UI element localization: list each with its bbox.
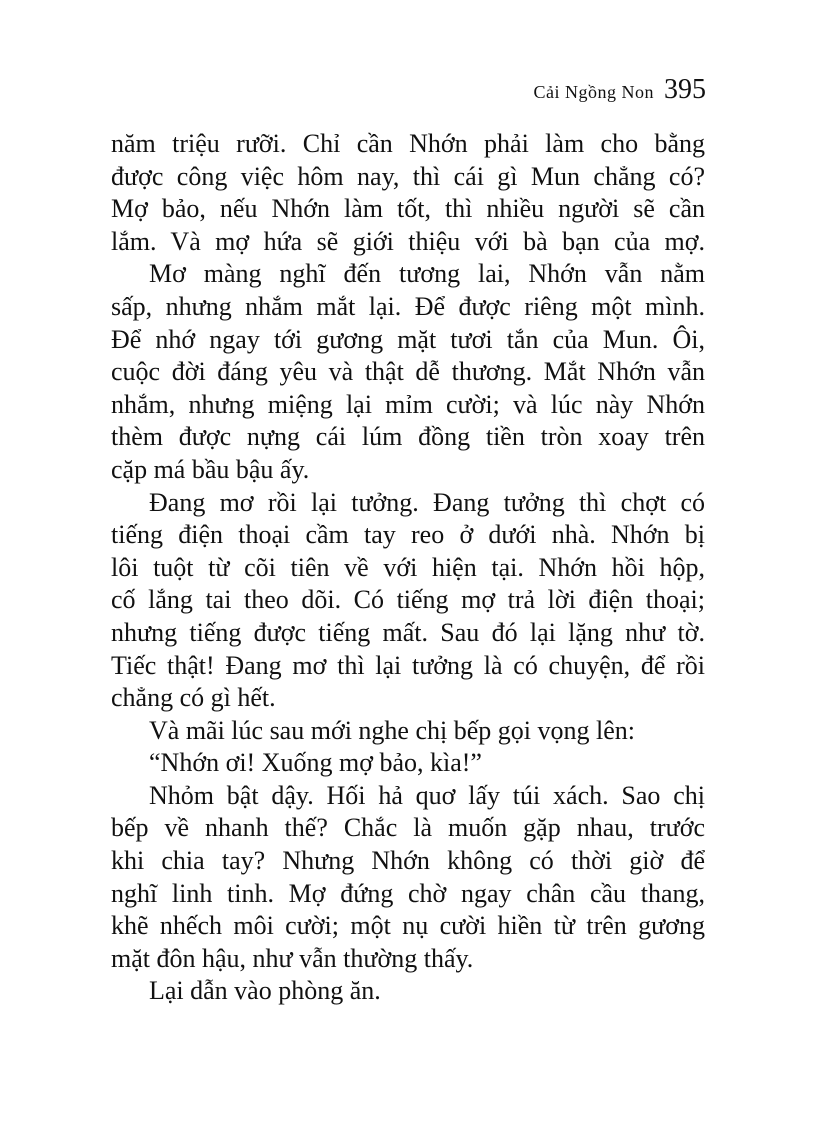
text-line: khi chia tay? Nhưng Nhớn không có thời giờ để (111, 846, 705, 876)
text-line: thèm được nựng cái lúm đồng tiền tròn xoay trên (111, 422, 705, 452)
text-line: Đang mơ rồi lại tưởng. Đang tưởng thì chợt có (149, 487, 705, 517)
text-line: cuộc đời đáng yêu và thật dễ thương. Mắt Nhớn vẫn (111, 357, 705, 387)
text-line: Nhỏm bật dậy. Hối hả quơ lấy túi xách. Sao chị (149, 780, 705, 810)
running-header (534, 76, 707, 104)
text-line: “Nhớn ơi! Xuống mợ bảo, kìa!” (149, 748, 482, 778)
text-line: Mợ bảo, nếu Nhớn làm tốt, thì nhiều người sẽ cần (111, 194, 705, 224)
text-line: Lại dẫn vào phòng ăn. (149, 976, 381, 1006)
text-line: sấp, nhưng nhắm mắt lại. Để được riêng một mình. (111, 291, 705, 321)
text-line: Và mãi lúc sau mới nghe chị bếp gọi vọng lên: (149, 715, 635, 745)
text-line: cặp má bầu bậu ấy. (111, 454, 310, 484)
text-line: khẽ nhếch môi cười; một nụ cười hiền từ trên gương (111, 911, 705, 941)
text-line: được công việc hôm nay, thì cái gì Mun chẳng có? (111, 161, 705, 191)
text-line: tiếng điện thoại cầm tay reo ở dưới nhà. Nhớn bị (111, 520, 705, 550)
body-text (111, 128, 705, 1008)
text-line: chẳng có gì hết. (111, 683, 276, 713)
text-line: Tiếc thật! Đang mơ thì lại tưởng là có chuyện, để rồi (111, 650, 705, 680)
text-line: cố lắng tai theo dõi. Có tiếng mợ trả lời điện thoại; (111, 585, 705, 615)
text-line: lôi tuột từ cõi tiên về với hiện tại. Nhớn hồi hộp, (111, 552, 705, 582)
text-line: Mơ màng nghĩ đến tương lai, Nhớn vẫn nằm (149, 259, 705, 289)
text-line: năm triệu rưỡi. Chỉ cần Nhớn phải làm cho bằng (111, 129, 705, 158)
text-line: Để nhớ ngay tới gương mặt tươi tắn của Mun. Ôi, (111, 324, 705, 354)
text-line: bếp về nhanh thế? Chắc là muốn gặp nhau, trước (111, 813, 705, 843)
text-line: nhắm, nhưng miệng lại mỉm cười; và lúc này Nhớn (111, 389, 705, 419)
book-title: Cải Ngồng Non (533, 82, 654, 102)
page-number: 395 (664, 74, 706, 105)
text-line: lắm. Và mợ hứa sẽ giới thiệu với bà bạn của mợ. (111, 226, 705, 256)
text-line: mặt đôn hậu, như vẫn thường thấy. (111, 943, 474, 973)
text-line: nhưng tiếng được tiếng mất. Sau đó lại lặng như tờ. (111, 617, 705, 647)
text-line: nghĩ linh tinh. Mợ đứng chờ ngay chân cầu thang, (111, 878, 705, 908)
